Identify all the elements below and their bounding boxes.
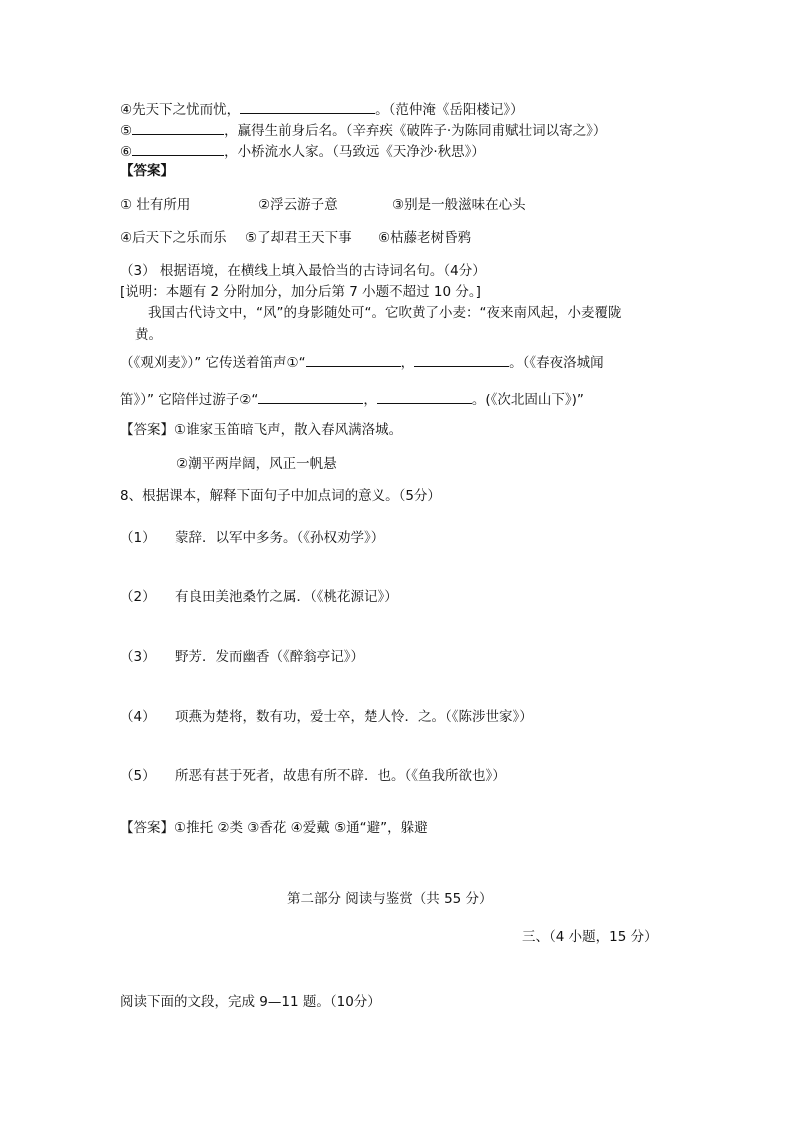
answer-3: ③别是一般滋味在心头 — [392, 197, 526, 213]
q8-answer: 【答案】①推托 ②类 ③香花 ④爱戴 ⑤通“避”，躲避 — [120, 820, 428, 836]
q8-item-1 — [120, 529, 384, 547]
q8-item-num: （1） — [120, 530, 156, 546]
answer-label: 【答案】 — [120, 163, 174, 179]
blank-q3-2b[interactable] — [377, 389, 472, 404]
q8-title: 8、根据课本，解释下面句子中加点词的意义。（5分） — [120, 488, 441, 504]
q8-item-text: 有良田美池桑竹之属．（《桃花源记》） — [175, 589, 398, 605]
reading-instruction: 阅读下面的文段，完成 9—11 题。（10分） — [120, 994, 381, 1010]
q3-note: [说明：本题有 2 分附加分，加分后第 7 小题不超过 10 分。] — [120, 284, 481, 300]
q3-line3-a: 笛》）” 它陪伴过游子②“ — [120, 392, 259, 408]
answer-1: ① 壮有所用 — [120, 197, 191, 213]
q8-item-text: 项燕为楚将，数有功，爱士卒，楚人怜．之。（《陈涉世家》） — [175, 709, 533, 725]
fill-blank-5 — [120, 120, 606, 140]
answer-5: ⑤了却君王天下事 — [245, 230, 352, 246]
q3-line3-c: 。(《次北固山下》)” — [471, 392, 584, 408]
answer-4: ④后天下之乐而乐 — [120, 230, 227, 246]
q8-item-num: （3） — [120, 649, 156, 665]
q8-item-num: （2） — [120, 589, 156, 605]
answer-6: ⑥枯藤老树昏鸦 — [378, 230, 472, 246]
q5-prefix: ⑤ — [120, 123, 133, 139]
q3-title: （3） 根据语境，在横线上填入最恰当的古诗词名句。（4分） — [120, 263, 486, 279]
q5-suffix: ，赢得生前身后名。（辛弃疾《破阵子·为陈同甫赋壮词以寄之》） — [224, 123, 607, 139]
blank-4[interactable] — [240, 99, 375, 114]
q4-suffix: 。（范仲淹《岳阳楼记》） — [375, 102, 524, 118]
q4-prefix: ④先天下之忧而忧， — [120, 102, 241, 118]
q8-item-5 — [120, 767, 506, 785]
blank-6[interactable] — [132, 141, 224, 156]
q8-item-4 — [120, 708, 533, 726]
q8-item-text: 野芳．发而幽香（《醉翁亭记》） — [175, 649, 364, 665]
q8-item-num: （4） — [120, 709, 156, 725]
q6-prefix: ⑥ — [120, 144, 133, 160]
q3-answer-1: 【答案】①谁家玉笛暗飞声，散入春风满洛城。 — [120, 422, 403, 438]
fill-blank-6 — [120, 141, 485, 161]
blank-q3-1a[interactable] — [306, 352, 401, 367]
q3-line2-a: （《观刈麦》）” 它传送着笛声①“ — [120, 355, 306, 371]
q8-item-3 — [120, 648, 364, 666]
q8-item-text: 所恶有甚于死者，故患有所不辟．也。（《鱼我所欲也》） — [175, 768, 506, 784]
blank-q3-1b[interactable] — [414, 352, 509, 367]
q3-para1: 我国古代诗文中，“风”的身影随处可“。它吹黄了小麦：“夜来南风起，小麦覆陇 — [148, 305, 622, 321]
q3-line2-c: 。（《春夜洛城闻 — [509, 355, 604, 371]
q8-item-2 — [120, 588, 398, 606]
q6-suffix: ，小桥流水人家。（马致远《天净沙·秋思》） — [224, 144, 485, 160]
q3-line3 — [120, 389, 584, 409]
q8-item-text: 蒙辞．以军中多务。（《孙权劝学》） — [175, 530, 385, 546]
fill-blank-4 — [120, 99, 524, 119]
part2-heading: 第二部分 阅读与鉴赏（共 55 分） — [287, 891, 493, 907]
answer-2: ②浮云游子意 — [258, 197, 338, 213]
blank-q3-2a[interactable] — [258, 389, 363, 404]
q3-line2-b: ， — [400, 355, 415, 371]
q8-item-num: （5） — [120, 768, 156, 784]
q3-line2 — [120, 352, 604, 372]
blank-5[interactable] — [132, 120, 224, 135]
q3-para1b: 黄。 — [135, 327, 162, 343]
section-heading: 三、（4 小题，15 分） — [522, 929, 658, 945]
q3-line3-b: ， — [363, 392, 377, 408]
q3-answer-2: ②潮平两岸阔，风正一帆悬 — [176, 456, 337, 472]
